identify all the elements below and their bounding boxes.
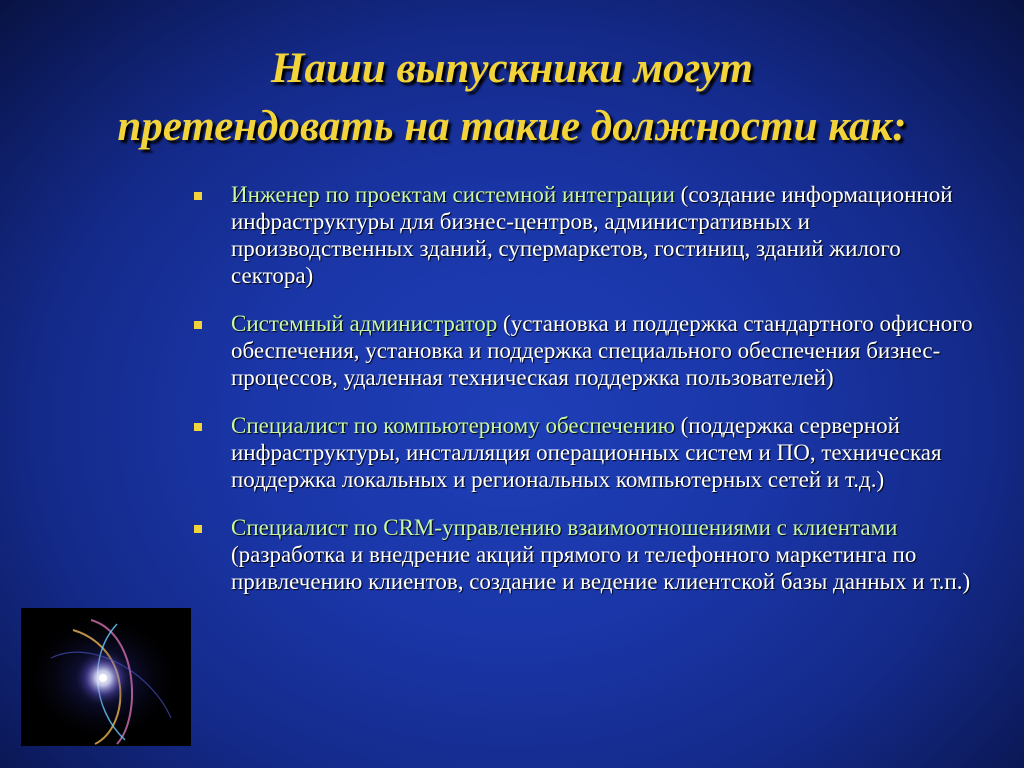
- square-bullet-icon: [194, 525, 202, 533]
- position-title: Специалист по CRM-управлению взаимоотношениями с клиентами: [231, 515, 898, 540]
- position-item-system-administrator: [193, 310, 983, 391]
- light-orbit-graphic: [21, 608, 191, 746]
- position-title: Системный администратор: [231, 311, 498, 336]
- position-description: (создание информационной инфраструктуры для бизнес-центров, административных и производственных зданий, супермаркетов, гостиниц, зданий жилого сектора): [231, 182, 953, 288]
- square-bullet-icon: [194, 192, 202, 200]
- square-bullet-icon: [194, 423, 202, 431]
- light-orbit-image: [21, 608, 191, 746]
- position-description: (поддержка серверной инфраструктуры, инсталляция операционных систем и ПО, техническая поддержка локальных и региональных компьютерных сетей и т.д.): [231, 413, 942, 492]
- position-item-computer-support-specialist: [193, 412, 983, 493]
- position-item-crm-specialist: [193, 514, 983, 595]
- position-item-system-integration-engineer: [193, 181, 983, 289]
- slide-title-line-1: Наши выпускники могут: [271, 45, 753, 92]
- position-description: (разработка и внедрение акций прямого и телефонного маркетинга по привлечению клиентов, создание и ведение клиентской базы данных и т.п.): [231, 542, 971, 594]
- position-title: Специалист по компьютерному обеспечению: [231, 413, 675, 438]
- slide-title-line-2: претендовать на такие должности как:: [117, 103, 907, 150]
- position-title: Инженер по проектам системной интеграции: [231, 182, 675, 207]
- square-bullet-icon: [194, 321, 202, 329]
- slide-title: [0, 40, 1024, 156]
- position-description: (установка и поддержка стандартного офисного обеспечения, установка и поддержка специального обеспечения бизнес-процессов, удаленная техническая поддержка пользователей): [231, 311, 973, 390]
- position-list: [193, 181, 983, 616]
